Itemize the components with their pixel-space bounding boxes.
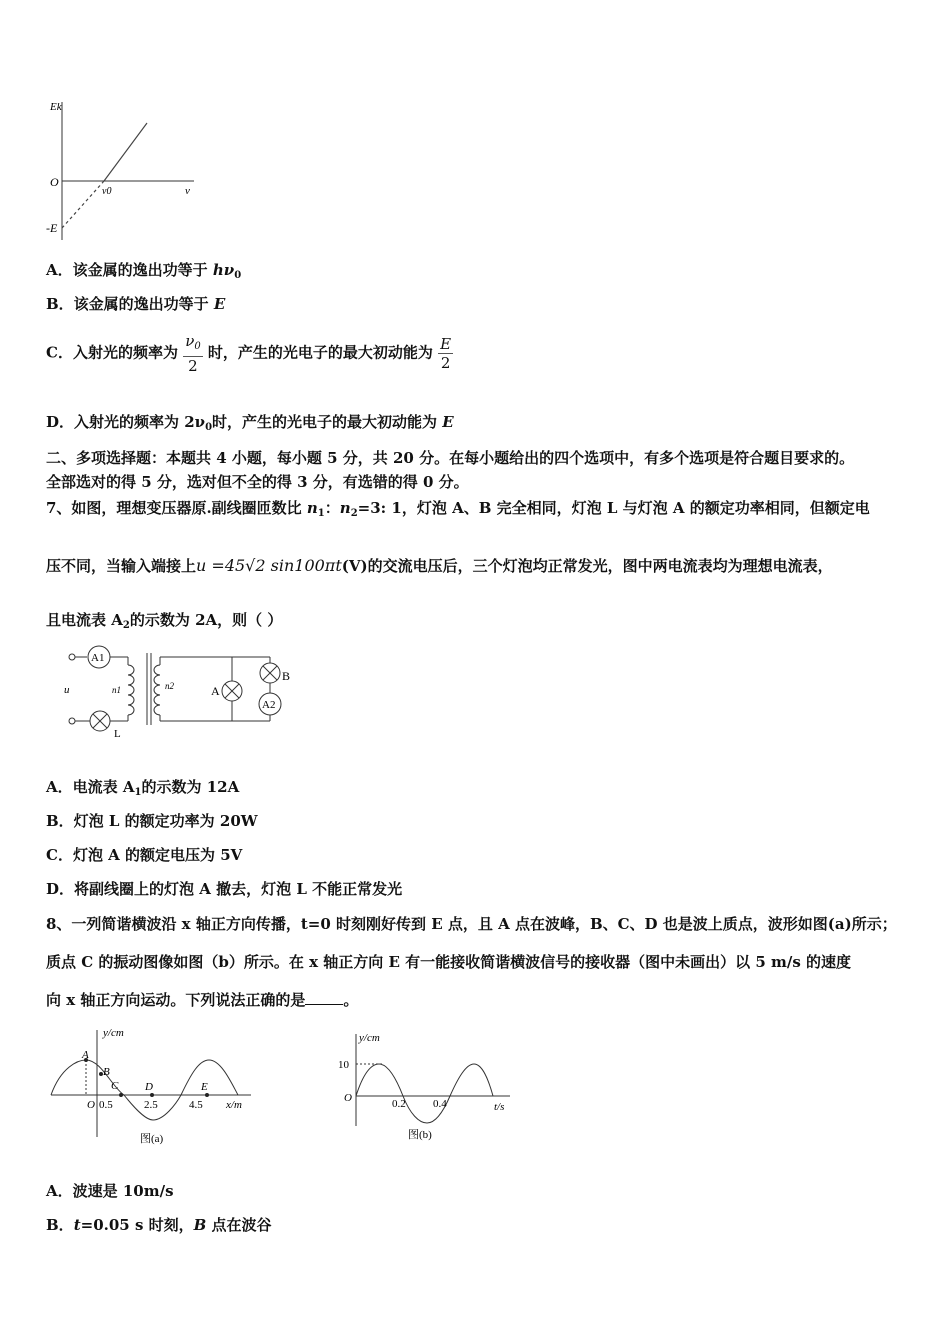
fig-a-point-a: A: [82, 1049, 89, 1061]
fig-a-tick-4-5: 4.5: [189, 1099, 203, 1111]
fig-a-ylabel: y/cm: [103, 1027, 124, 1039]
n2-label: n2: [165, 681, 174, 691]
q7-option-b[interactable]: B．灯泡 L 的额定功率为 20W: [46, 812, 258, 830]
q6-option-d[interactable]: D．入射光的频率为 $2\nu_0$时，产生的光电子的最大初动能为 E: [46, 413, 454, 433]
ek-frequency-graph: [44, 92, 204, 242]
graph1-yneg: -E: [46, 221, 58, 235]
graph1-x0: ν0: [102, 186, 112, 197]
q8-option-a[interactable]: A．波速是 10m/s: [46, 1182, 174, 1200]
vibration-figure-b: [330, 1026, 530, 1151]
fig-a-origin: O: [87, 1099, 95, 1111]
fig-a-point-e: E: [201, 1081, 208, 1093]
fig-a-point-b: B: [103, 1066, 110, 1078]
graph1-origin: O: [50, 175, 59, 189]
fig-a-tick-2-5: 2.5: [144, 1099, 158, 1111]
graph1-ylabel: Ek: [50, 101, 62, 113]
q6-option-b[interactable]: B．该金属的逸出功等于 E: [46, 295, 226, 313]
q8-line2: 质点 C 的振动图像如图（b）所示。在 x 轴正方向 E 有一能接收简谐横波信号的接收器（图中未画出）以 5 m/s 的速度: [46, 953, 852, 971]
q7-option-d[interactable]: D．将副线圈上的灯泡 A 撤去，灯泡 L 不能正常发光: [46, 880, 403, 898]
q7-option-c[interactable]: C．灯泡 A 的额定电压为 5V: [46, 846, 243, 864]
fig-b-tick-0-4: 0.4: [433, 1098, 447, 1110]
fig-a-point-c: C: [111, 1080, 119, 1092]
n1-label: n1: [112, 685, 121, 695]
answer-blank: [305, 990, 343, 1005]
fig-b-caption: 图(b): [408, 1129, 432, 1141]
q7-option-a[interactable]: A．电流表 $A_1$的示数为 12A: [46, 778, 240, 798]
fig-a-tick-0-5: 0.5: [99, 1099, 113, 1111]
lamp-b-label: B: [282, 669, 291, 683]
input-u-label: u: [64, 684, 70, 696]
fig-a-point-d: D: [145, 1081, 153, 1093]
q7-line2: 压不同，当输入端接上u =45√2 sin100πt(V)的交流电压后，三个灯泡均正常发光，图中两电流表均为理想电流表，: [46, 556, 833, 575]
section2-line1: 二、多项选择题：本题共 4 小题，每小题 5 分，共 20 分。在每小题给出的四个选项中，有多个选项是符合题目要求的。: [46, 449, 855, 467]
lamp-l-label: L: [114, 728, 121, 740]
fig-b-origin: O: [344, 1092, 352, 1104]
ammeter-a2-label: A2: [262, 699, 276, 711]
fig-b-y10: 10: [338, 1059, 349, 1071]
wave-figure-a: [46, 1022, 266, 1152]
transformer-circuit: [60, 645, 305, 740]
fig-a-caption: 图(a): [140, 1133, 164, 1145]
q7-line1: 7、如图，理想变压器原.副线圈匝数比 $n_1$：$n_2=3$: 1，灯泡 A、B 完全相同，灯泡 L 与灯泡 A 的额定功率相同，但额定电: [46, 499, 870, 519]
q6-option-c[interactable]: C．入射光的频率为 $\frac{\nu_0}{2}$ 时，产生的光电子的最大初动能为 $\frac{E}{2}$: [46, 332, 452, 375]
q7-line3: 且电流表 $A_2$的示数为 2A，则（ ）: [46, 611, 283, 631]
q8-line1: 8、一列简谐横波沿 x 轴正方向传播，t=0 时刻刚好传到 E 点，且 A 点在波峰，B、C、D 也是波上质点，波形如图(a)所示；: [46, 915, 897, 933]
q8-line3: 向 x 轴正方向运动。下列说法正确的是 。: [46, 991, 359, 1009]
graph1-xlabel: ν: [185, 185, 190, 197]
ammeter-a1-label: A1: [91, 652, 105, 664]
voltage-formula: u =45√2 sin100πt: [196, 556, 342, 575]
fraction-e-over-2: $\frac{E}{2}$: [440, 335, 452, 372]
fig-b-xlabel: t/s: [494, 1101, 505, 1113]
fraction-v0-over-2: $\frac{\nu_0}{2}$: [185, 332, 201, 375]
fig-a-xlabel: x/m: [226, 1099, 242, 1111]
q6-option-a[interactable]: A．该金属的逸出功等于 $h\nu_0$: [46, 261, 242, 281]
fig-b-ylabel: y/cm: [359, 1032, 380, 1044]
q8-option-b[interactable]: B．t=0.05 s 时刻，B 点在波谷: [46, 1216, 272, 1234]
section2-line2: 全部选对的得 5 分，选对但不全的得 3 分，有选错的得 0 分。: [46, 473, 469, 491]
fig-b-tick-0-2: 0.2: [392, 1098, 406, 1110]
lamp-a-label: A: [211, 684, 220, 698]
